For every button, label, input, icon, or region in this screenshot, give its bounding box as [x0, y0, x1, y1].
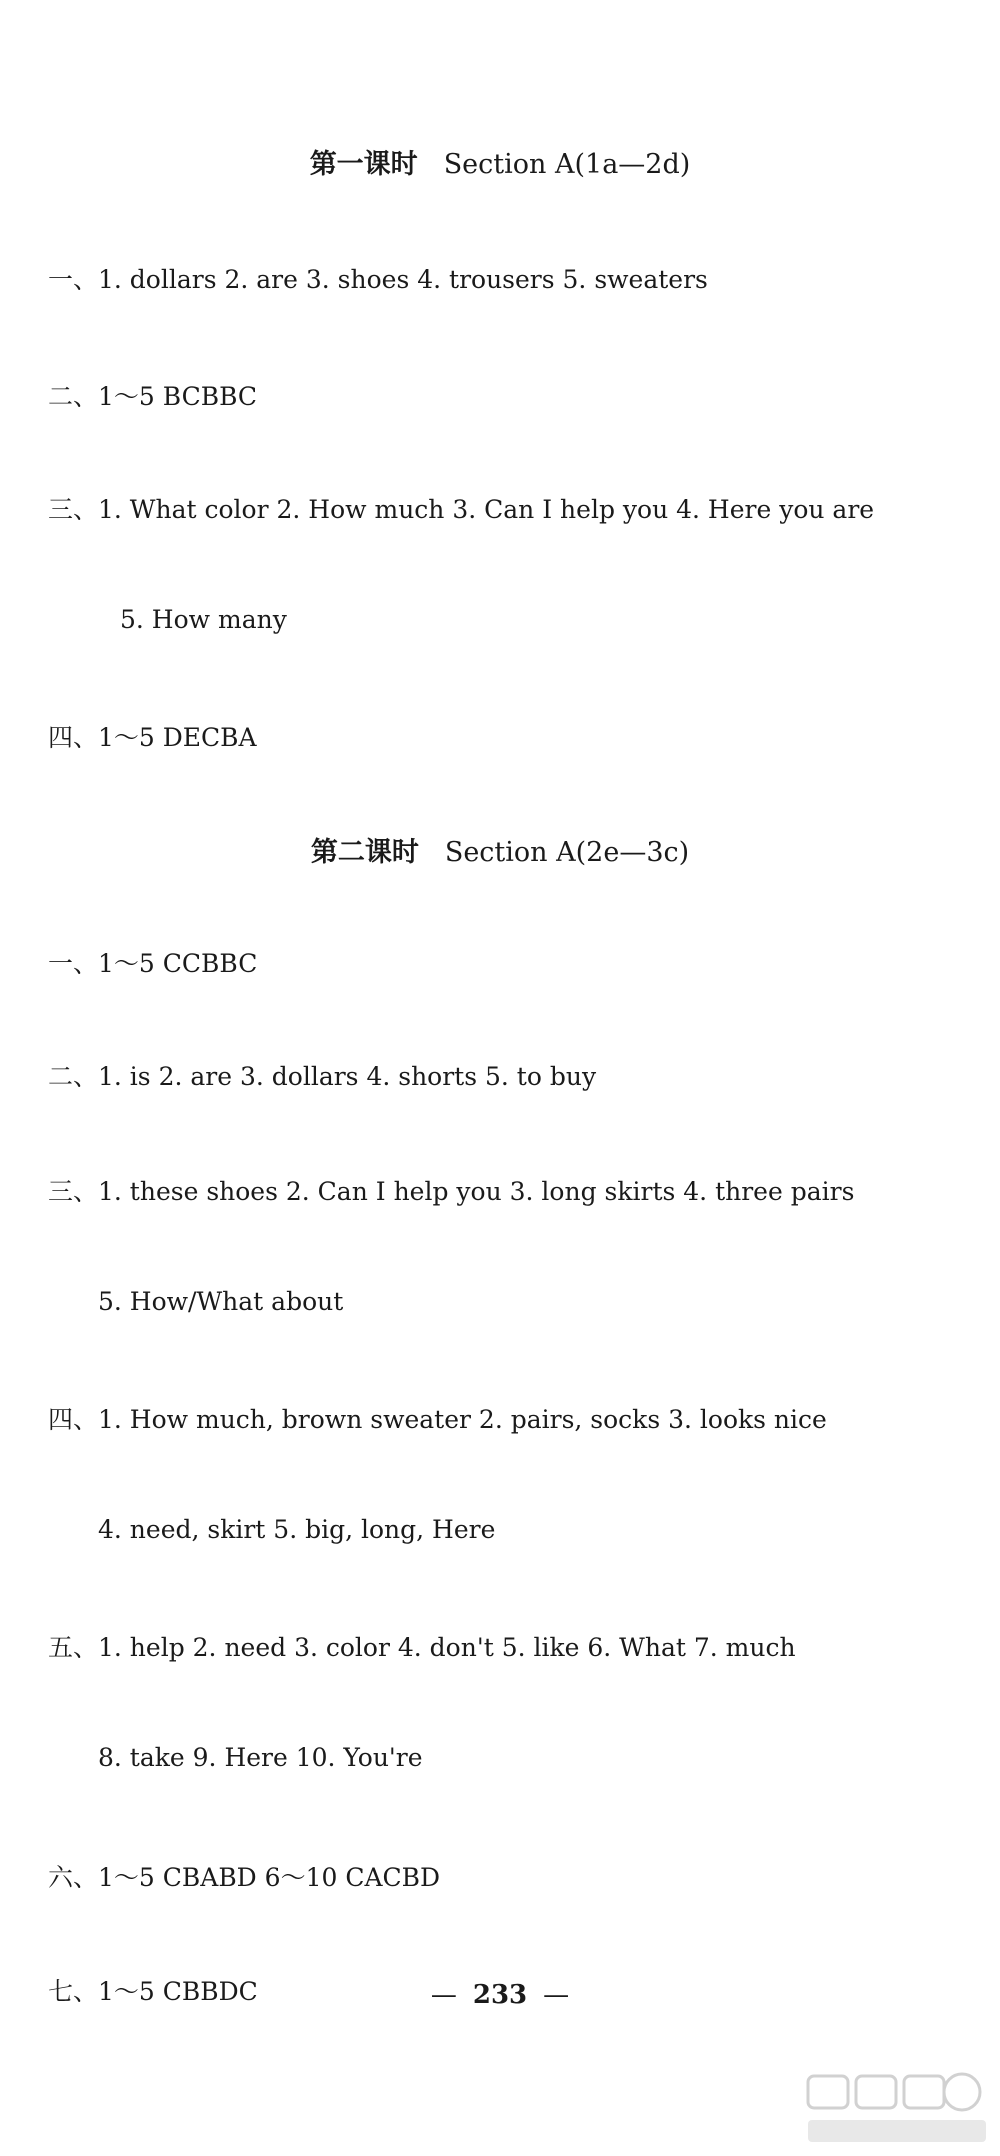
answer-line: 五、1. help 2. need 3. color 4. don't 5. like 6. What 7. much: [48, 1633, 796, 1662]
answer-line: 8. take 9. Here 10. You're: [98, 1743, 423, 1772]
answer-line: 5. How many: [120, 605, 287, 634]
answer-line: 二、1. is 2. are 3. dollars 4. shorts 5. to buy: [48, 1062, 597, 1091]
answer-line: 二、1～5 BCBBC: [48, 382, 258, 411]
answer-line: 三、1. What color 2. How much 3. Can I help you 4. Here you are: [48, 495, 875, 524]
section2-heading: [0, 830, 1000, 869]
page-dash-left: —: [430, 1980, 457, 2010]
answer-line: 4. need, skirt 5. big, long, Here: [98, 1515, 496, 1544]
watermark-logo: [802, 2070, 992, 2150]
section1-heading: [0, 142, 1000, 181]
answer-line: 5. How/What about: [98, 1287, 344, 1316]
page-dash-right: —: [543, 1980, 570, 2010]
answer-line: 三、1. these shoes 2. Can I help you 3. long skirts 4. three pairs: [48, 1177, 855, 1206]
page-number: [0, 1980, 1000, 2010]
answer-line: 一、1～5 CCBBC: [48, 949, 258, 978]
section1-title: Section A(1a—2d): [443, 149, 691, 180]
section2-title: Section A(2e—3c): [444, 837, 690, 868]
section1-lesson: 第一课时: [309, 149, 418, 180]
answer-line: 四、1. How much, brown sweater 2. pairs, socks 3. looks nice: [48, 1405, 827, 1434]
answer-line: 四、1～5 DECBA: [48, 723, 257, 752]
answer-line: 一、1. dollars 2. are 3. shoes 4. trousers 5. sweaters: [48, 265, 708, 294]
section2-lesson: 第二课时: [310, 837, 419, 868]
answer-line: 六、1～5 CBABD 6～10 CACBD: [48, 1863, 441, 1892]
answer-line: 七、1～5 CBBDC: [48, 1977, 258, 2006]
page-number-value: 233: [472, 1980, 528, 2010]
